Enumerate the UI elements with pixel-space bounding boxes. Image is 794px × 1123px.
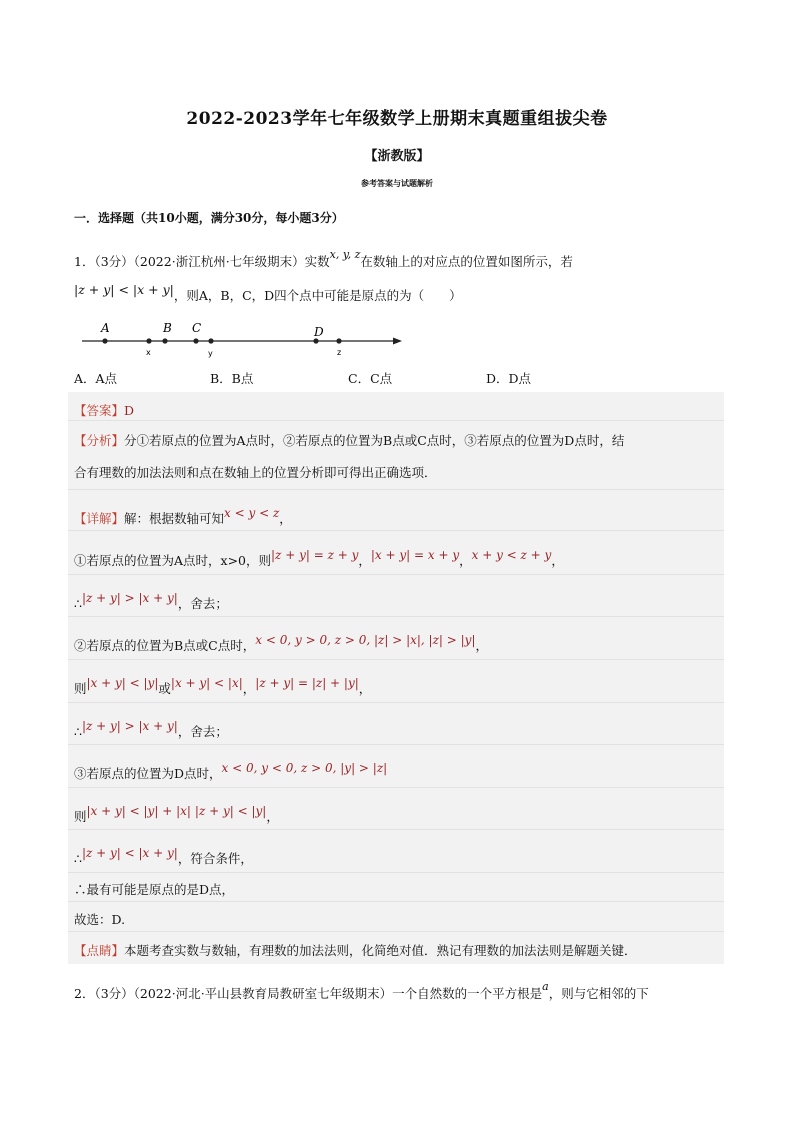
case3-then: 则 (74, 809, 87, 824)
case2-math-1: |x + y| < |y| (86, 676, 159, 690)
row-divider (68, 420, 724, 421)
case1-discard: ，舍去； (177, 596, 228, 611)
case1-result: |z + y| > |x + y| (81, 591, 178, 605)
answer-value: D (124, 403, 135, 418)
case1-text: ①若原点的位置为A点时，x>0，则 (74, 553, 272, 568)
point-label-z: z (337, 348, 342, 357)
q1-suffix: 在数轴上的对应点的位置如图所示，若 (360, 254, 573, 269)
case3-ok: ，符合条件， (177, 851, 253, 866)
detail-line (74, 506, 292, 527)
row-divider (68, 901, 724, 902)
point-label-a: A (101, 321, 110, 335)
row-divider (68, 659, 724, 660)
option-b[interactable]: B．B点 (210, 371, 254, 386)
analysis-line-2: 合有理数的加法法则和点在数轴上的位置分析即可得出正确选项． (74, 465, 437, 480)
row-divider (68, 574, 724, 575)
answer-label: 【答案】 (74, 403, 125, 418)
case2-result-line (74, 719, 228, 740)
answer-line (74, 401, 134, 419)
therefore-symbol: ∴ (74, 596, 82, 611)
q1-condition: |z + y| < |x + y| (74, 282, 174, 297)
case3-result: |z + y| < |x + y| (81, 846, 178, 860)
case3-text: ③若原点的位置为D点时， (74, 766, 222, 781)
therefore-symbol: ∴ (74, 851, 82, 866)
case3-then-line: 则|x + y| < |y| + |x| |z + y| < |y|， (74, 804, 279, 824)
detail-comma: ， (279, 511, 292, 526)
row-divider (68, 616, 724, 617)
case2-then-line: 则|x + y| < |y|或|x + y| < |x|，|z + y| = |z| + |y|， (74, 676, 372, 696)
case1-math-1: |z + y| = z + y (271, 548, 359, 562)
q1-vars: x, y, z (329, 248, 361, 261)
point-label-c: C (192, 321, 202, 335)
q2-suffix: ，则与它相邻的下 (548, 986, 649, 1001)
case1-line: ①若原点的位置为A点时，x>0，则|z + y| = z + y，|x + y| = x + y，x + y < z + y， (74, 548, 564, 568)
analysis-line-1 (74, 431, 624, 449)
case3-math-1: |x + y| < |y| + |x| (86, 804, 191, 818)
choose-line: 故选：D. (74, 912, 126, 927)
q1-prefix: 1．（3分）（2022·浙江杭州·七年级期末）实数 (74, 254, 330, 269)
case2-math-3: |z + y| = |z| + |y| (255, 676, 359, 690)
q2-var: a (542, 980, 549, 993)
page-subtitle: 参考答案与试题解析 (361, 179, 433, 188)
case3-line (74, 761, 388, 782)
case2-line: ②若原点的位置为B点或C点时，x < 0, y > 0, z > 0, |z| > |x|, |z| > |y|， (74, 633, 489, 653)
case3-math: x < 0, y < 0, z > 0, |y| > |z| (221, 761, 388, 775)
q2-prefix: 2．（3分）（2022·河北·平山县教育局教研室七年级期末）一个自然数的一个平方根是 (74, 986, 543, 1001)
case2-result: |z + y| > |x + y| (81, 719, 178, 733)
case3-result-line (74, 846, 253, 867)
point-label-x: x (146, 348, 151, 357)
case1-math-3: x + y < z + y (471, 548, 552, 562)
case2-text: ②若原点的位置为B点或C点时， (74, 638, 256, 653)
row-divider (68, 489, 724, 490)
conclusion-line: ∴最有可能是原点的是D点， (74, 882, 235, 897)
case2-discard: ，舍去； (177, 724, 228, 739)
point-label-d: D (314, 325, 324, 339)
row-divider (68, 744, 724, 745)
case1-result-line (74, 591, 228, 612)
q2-stem (74, 980, 649, 1001)
analysis-text-1: 分①若原点的位置为A点时，②若原点的位置为B点或C点时，③若原点的位置为D点时，结 (124, 433, 625, 448)
case3-math-2: |z + y| < |y| (194, 804, 267, 818)
q1-condition-suffix: ，则A，B，C，D四个点中可能是原点的为（ ） (173, 288, 462, 303)
point-label-b: B (163, 321, 172, 335)
detail-math: x < y < z (224, 506, 280, 520)
row-divider (68, 702, 724, 703)
case2-or: 或 (158, 681, 171, 696)
q1-stem (74, 248, 573, 269)
row-divider (68, 530, 724, 531)
page-title: 2022-2023学年七年级数学上册期末真题重组拔尖卷 (186, 109, 608, 129)
detail-label: 【详解】 (74, 511, 125, 526)
row-divider (68, 787, 724, 788)
comment-text: 本题考查实数与数轴，有理数的加法法则，化简绝对值．熟记有理数的加法法则是解题关键． (124, 943, 637, 958)
row-divider (68, 872, 724, 873)
analysis-label: 【分析】 (74, 433, 125, 448)
comment-line (74, 941, 637, 959)
edition-label: 【浙教版】 (364, 149, 430, 164)
q1-condition-line (74, 282, 462, 303)
case2-then: 则 (74, 681, 87, 696)
therefore-symbol: ∴ (74, 724, 82, 739)
case2-math: x < 0, y > 0, z > 0, |z| > |x|, |z| > |y| (255, 633, 476, 647)
comment-label: 【点睛】 (74, 943, 125, 958)
detail-text: 解：根据数轴可知 (124, 511, 225, 526)
number-line (76, 316, 406, 360)
section-heading: 一．选择题（共10小题，满分30分，每小题3分） (74, 211, 344, 225)
row-divider (68, 931, 724, 932)
case2-math-2: |x + y| < |x| (170, 676, 243, 690)
row-divider (68, 829, 724, 830)
point-label-y: y (208, 349, 213, 358)
case1-math-2: |x + y| = x + y (370, 548, 460, 562)
option-a[interactable]: A．A点 (74, 371, 118, 386)
option-c[interactable]: C．C点 (348, 371, 393, 386)
option-d[interactable]: D．D点 (486, 371, 532, 386)
